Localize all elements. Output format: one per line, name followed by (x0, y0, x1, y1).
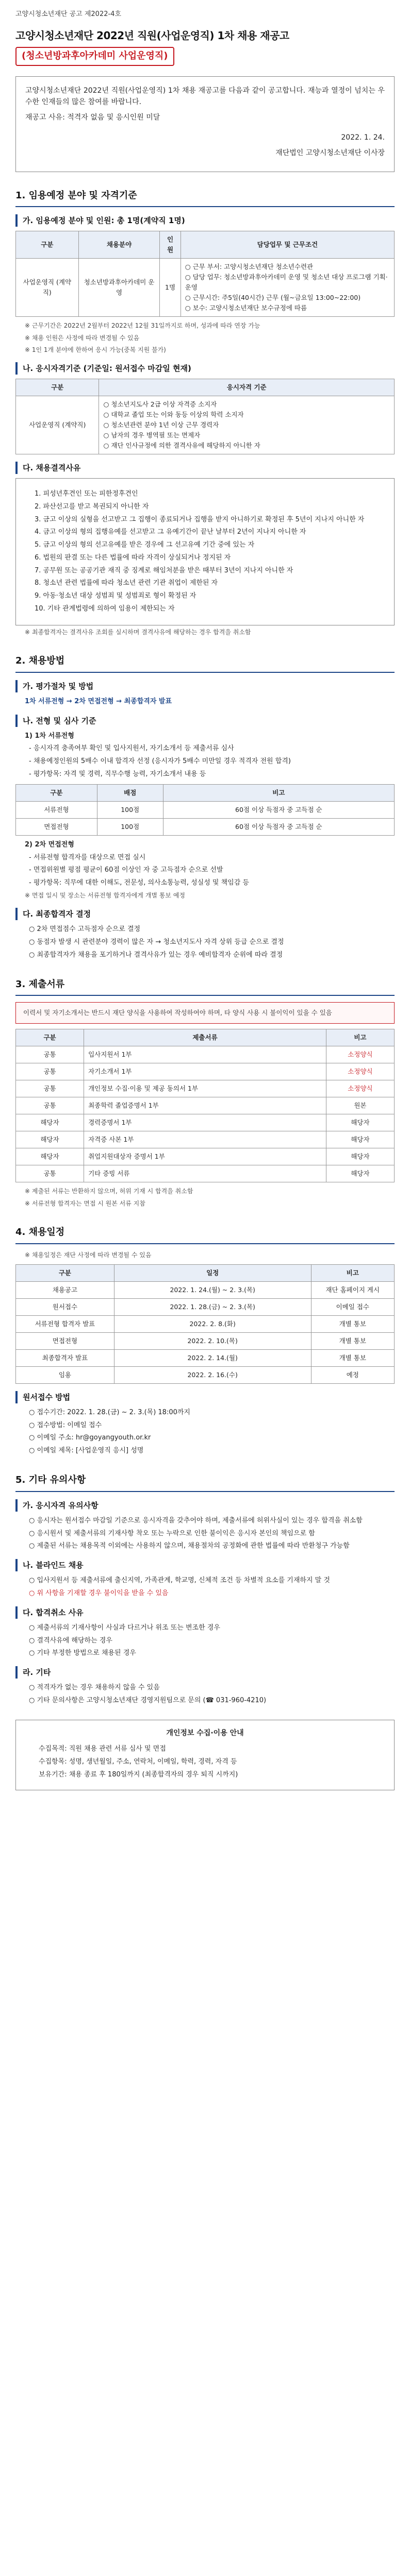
doc-number: 고양시청소년재단 공고 제2022-4호 (15, 10, 122, 18)
section-4 (15, 1222, 395, 1456)
cell: 2022. 2. 14.(월) (114, 1349, 311, 1366)
receipt-item: ○ 접수기간: 2022. 1. 28.(금) ~ 2. 3.(목) 18:00까지 (29, 1408, 190, 1416)
cell: 공통 (16, 1097, 84, 1114)
col-score-type: 구분 (16, 784, 97, 801)
s2-sub1-item: - 응시자격 충족여부 확인 및 입사지원서, 자기소개서 등 제출서류 심사 (29, 744, 234, 753)
s5-c-item: ○ 기타 부정한 방법으로 채용된 경우 (29, 1649, 136, 1657)
col-count: 인원 (160, 231, 181, 259)
col-type: 구분 (16, 231, 79, 259)
s5-subheading-b: 나. 블라인드 채용 (15, 1559, 395, 1571)
section-3 (15, 974, 395, 1209)
intro-box (15, 76, 395, 172)
section-3-title: 3. 제출서류 (15, 974, 395, 996)
table-row (16, 1080, 395, 1097)
table-row (16, 818, 395, 835)
disq-item: 7. 공무원 또는 공공기관 재직 중 징계로 해임처분을 받은 때부터 3년이 지나지 아니한 자 (35, 566, 293, 574)
cell: 자격증 사본 1부 (84, 1131, 326, 1148)
privacy-box (15, 1720, 395, 1790)
score-table (15, 784, 395, 836)
col-sched-date: 일정 (114, 1264, 311, 1281)
cell: 최종학력 졸업증명서 1부 (84, 1097, 326, 1114)
cell: 임용 (16, 1366, 114, 1383)
disq-item: 10. 기타 관계법령에 의하여 임용이 제한되는 자 (35, 605, 175, 613)
cell-duties (181, 259, 394, 317)
s3-note: ※ 제출된 서류는 반환하지 않으며, 허위 기재 시 합격을 취소함 (25, 1188, 193, 1195)
col-doc-note: 비고 (326, 1029, 394, 1046)
section-2 (15, 651, 395, 961)
s2-subheading-a: 가. 평가절차 및 방법 (15, 680, 395, 692)
cell: 재단 홈페이지 게시 (311, 1281, 394, 1298)
cell: 서류전형 합격자 발표 (16, 1315, 114, 1332)
s2-subheading-b: 나. 전형 및 심사 기준 (15, 715, 395, 727)
table-row (16, 259, 395, 317)
cell-qual-items (99, 396, 395, 454)
cell: 개별 통보 (311, 1349, 394, 1366)
s5-subheading-d: 라. 기타 (15, 1666, 395, 1679)
cell-qual-type: 사업운영직 (계약직) (16, 396, 99, 454)
s2-sub2-item: - 면접위원별 평점 평균이 60점 이상인 자 중 고득점자 순으로 선발 (29, 866, 223, 874)
cell: 면접전형 (16, 818, 97, 835)
schedule-intro: ※ 채용일정은 재단 사정에 따라 변경될 수 있음 (25, 1251, 152, 1259)
intro-date: 2022. 1. 24. (341, 133, 385, 142)
disq-note: ※ 최종합격자는 결격사유 조회를 실시하며 결격사유에 해당하는 경우 합격을 취소함 (25, 628, 251, 636)
table-row (16, 1114, 395, 1131)
cell: 공통 (16, 1046, 84, 1063)
s1-subheading-c: 다. 채용결격사유 (15, 462, 395, 474)
table-row (16, 1063, 395, 1080)
final-item: ○ 최종합격자가 채용을 포기하거나 결격사유가 있는 경우 예비합격자 순위에 따라 결정 (29, 951, 283, 959)
cell: 입사지원서 1부 (84, 1046, 326, 1063)
s5-b-item: ○ 입사지원서 등 제출서류에 출신지역, 가족관계, 학교명, 신체적 조건 등 차별적 요소를 기재하지 말 것 (29, 1577, 330, 1585)
s2-sub2-note: ※ 면접 일시 및 장소는 서류전형 합격자에게 개별 통보 예정 (25, 892, 186, 900)
duty-item: ○ 담당 업무: 청소년방과후아카데미 운영 및 청소년 대상 프로그램 기획·운영 (185, 273, 388, 292)
cell: 예정 (311, 1366, 394, 1383)
cell: 60점 이상 득점자 중 고득점 순 (163, 818, 394, 835)
cell: 개별 통보 (311, 1332, 394, 1349)
cell: 면접전형 (16, 1332, 114, 1349)
disq-item: 5. 금고 이상의 형의 선고유예를 받은 경우에 그 선고유예 기간 중에 있는 자 (35, 541, 255, 549)
s5-c-item: ○ 제출서류의 기재사항이 사실과 다르거나 위조 또는 변조한 경우 (29, 1623, 220, 1632)
cell: 2022. 2. 10.(목) (114, 1332, 311, 1349)
section-4-title: 4. 채용일정 (15, 1222, 395, 1244)
table-row (16, 801, 395, 818)
receipt-title: 원서접수 방법 (15, 1391, 395, 1403)
s5-subheading-c: 다. 합격취소 사유 (15, 1606, 395, 1619)
s2-sub1-item: - 평가항목: 자격 및 경력, 직무수행 능력, 자기소개서 내용 등 (29, 770, 206, 778)
schedule-table (15, 1264, 395, 1384)
doc-header (0, 0, 410, 66)
col-sched-type: 구분 (16, 1264, 114, 1281)
cell: 이메일 접수 (311, 1298, 394, 1315)
col-score-points: 배점 (97, 784, 163, 801)
cell: 해당자 (16, 1114, 84, 1131)
cell: 해당자 (326, 1148, 394, 1165)
s2-sub1-item: - 채용예정인원의 5배수 이내 합격자 선정 (응시자가 5배수 미만일 경우 적격자 전원 합격) (29, 757, 291, 766)
cell: 2022. 2. 16.(수) (114, 1366, 311, 1383)
cell: 해당자 (326, 1165, 394, 1182)
cell: 60점 이상 득점자 중 고득점 순 (163, 801, 394, 818)
section-1 (15, 185, 395, 638)
col-doc-type: 구분 (16, 1029, 84, 1046)
cell: 100점 (97, 818, 163, 835)
section-5-title: 5. 기타 유의사항 (15, 1470, 395, 1492)
table-row (16, 1046, 395, 1063)
intro-org: 재단법인 고양시청소년재단 이사장 (275, 149, 385, 158)
cell: 공통 (16, 1080, 84, 1097)
duty-item: ○ 보수: 고양시청소년재단 보수규정에 따름 (185, 304, 307, 312)
disq-item: 9. 아동·청소년 대상 성범죄 및 성범죄로 형이 확정된 자 (35, 592, 196, 600)
s5-a-item: ○ 제출된 서류는 채용목적 이외에는 사용하지 않으며, 채용절차의 공정화에 관한 법률에 따라 반환청구 가능함 (29, 1542, 350, 1550)
s2-sub2-item: - 서류전형 합격자를 대상으로 면접 실시 (29, 853, 146, 861)
table-row (16, 1148, 395, 1165)
cell: 소정양식 (326, 1080, 394, 1097)
cell: 공통 (16, 1063, 84, 1080)
col-score-note: 비고 (163, 784, 394, 801)
col-duties: 담당업무 및 근무조건 (181, 231, 394, 259)
doc-title: 고양시청소년재단 2022년 직원(사업운영직) 1차 채용 재공고 (15, 29, 289, 42)
cell: 기타 증빙 서류 (84, 1165, 326, 1182)
cell: 소정양식 (326, 1063, 394, 1080)
qualification-table (15, 379, 395, 454)
cell: 2022. 1. 24.(월) ~ 2. 3.(목) (114, 1281, 311, 1298)
table-row (16, 1366, 395, 1383)
cell: 취업지원대상자 증명서 1부 (84, 1148, 326, 1165)
table-row (16, 396, 395, 454)
receipt-item: ○ 이메일 주소: hr@goyangyouth.or.kr (29, 1434, 151, 1442)
cell: 최종합격자 발표 (16, 1349, 114, 1366)
cell: 원본 (326, 1097, 394, 1114)
table-row (16, 1298, 395, 1315)
qual-item: ○ 대학교 졸업 또는 이와 동등 이상의 학력 소지자 (103, 410, 244, 418)
cell: 서류전형 (16, 801, 97, 818)
s2-sub2-title: 2) 2차 면접전형 (25, 840, 74, 849)
s5-b-item: ○ 위 사항을 기재할 경우 불이익을 받을 수 있음 (29, 1589, 169, 1597)
col-qual-type: 구분 (16, 379, 99, 396)
cell: 해당자 (16, 1148, 84, 1165)
s1-note: ※ 채용 인원은 사정에 따라 변경될 수 있음 (25, 334, 140, 342)
cell: 개별 통보 (311, 1315, 394, 1332)
disq-item: 8. 청소년 관련 법률에 따라 청소년 관련 기관 취업이 제한된 자 (35, 579, 218, 587)
s1-subheading-b: 나. 응시자격기준 (기준일: 원서접수 마감일 현재) (15, 362, 395, 375)
s1-note: ※ 1인 1개 분야에 한하여 응시 가능(중복 지원 불가) (25, 346, 166, 353)
disqualification-box (15, 478, 395, 625)
s5-a-item: ○ 응시자는 원서접수 마감일 기준으로 응시자격을 갖추어야 하며, 제출서류에 허위사실이 있는 경우 합격을 취소함 (29, 1516, 363, 1524)
doc-subtitle: (청소년방과후아카데미 사업운영직) (15, 47, 174, 66)
cell: 해당자 (326, 1114, 394, 1131)
documents-notice: 이력서 및 자기소개서는 반드시 재단 양식을 사용하여 작성하여야 하며, 타 양식 사용 시 불이익이 있을 수 있음 (15, 1002, 395, 1024)
cell: 채용공고 (16, 1281, 114, 1298)
cell-count: 1명 (160, 259, 181, 317)
privacy-item: 수집목적: 직원 채용 관련 서류 심사 및 면접 (39, 1745, 166, 1753)
s2-sub1-title: 1) 1차 서류전형 (25, 732, 74, 740)
disq-item: 3. 금고 이상의 실형을 선고받고 그 집행이 종료되거나 집행을 받지 아니하기로 확정된 후 5년이 지나지 아니한 자 (35, 515, 365, 523)
cell-type: 사업운영직 (계약직) (16, 259, 79, 317)
cell: 100점 (97, 801, 163, 818)
cell: 공통 (16, 1165, 84, 1182)
intro-p1: 고양시청소년재단 2022년 직원(사업운영직) 1차 채용 재공고를 다음과 같이 공고합니다. 재능과 열정이 넘치는 우수한 인재들의 많은 참여를 바랍니다. (25, 86, 385, 106)
disq-item: 6. 법원의 판결 또는 다른 법률에 따라 자격이 상실되거나 정지된 자 (35, 553, 231, 562)
cell: 해당자 (326, 1131, 394, 1148)
positions-table (15, 231, 395, 317)
cell: 원서접수 (16, 1298, 114, 1315)
table-row (16, 1315, 395, 1332)
intro-p2: 재공고 사유: 적격자 없음 및 응시인원 미달 (25, 113, 160, 122)
section-5 (15, 1470, 395, 1706)
s5-c-item: ○ 결격사유에 해당하는 경우 (29, 1636, 112, 1645)
s5-d-item: ○ 적격자가 없는 경우 채용하지 않을 수 있음 (29, 1684, 160, 1692)
cell: 자기소개서 1부 (84, 1063, 326, 1080)
receipt-item: ○ 이메일 제목: [사업운영직 응시] 성명 (29, 1447, 144, 1455)
table-row (16, 1131, 395, 1148)
s5-d-item: ○ 기타 문의사항은 고양시청소년재단 경영지원팀으로 문의 (☎ 031-960-4210) (29, 1696, 267, 1704)
final-item: ○ 2차 면접점수 고득점자 순으로 결정 (29, 925, 141, 934)
table-row (16, 1332, 395, 1349)
s1-note: ※ 근무기간은 2022년 2월부터 2022년 12월 31일까지로 하며, 성과에 따라 연장 가능 (25, 322, 260, 330)
table-row (16, 1165, 395, 1182)
s5-subheading-a: 가. 응시자격 유의사항 (15, 1499, 395, 1512)
disq-item: 1. 피성년후견인 또는 피한정후견인 (35, 489, 138, 498)
qual-item: ○ 청소년관련 분야 1년 이상 근무 경력자 (103, 420, 219, 429)
col-sched-note: 비고 (311, 1264, 394, 1281)
disq-item: 2. 파산선고를 받고 복권되지 아니한 자 (35, 502, 149, 511)
privacy-item: 수집항목: 성명, 생년월일, 주소, 연락처, 이메일, 학력, 경력, 자격 등 (39, 1757, 237, 1766)
table-row (16, 1281, 395, 1298)
cell: 소정양식 (326, 1046, 394, 1063)
privacy-title: 개인정보 수집·이용 안내 (166, 1728, 244, 1737)
privacy-item: 보유기간: 채용 종료 후 180일까지 (최종합격자의 경우 퇴직 시까지) (39, 1770, 238, 1778)
col-qual-criteria: 응시자격 기준 (99, 379, 395, 396)
table-row (16, 1097, 395, 1114)
process-steps: 1차 서류전형 → 2차 면접전형 → 최종합격자 발표 (25, 697, 172, 705)
disq-item: 4. 금고 이상의 형의 집행유예를 선고받고 그 유예기간이 끝난 날부터 2년이 지나지 아니한 자 (35, 528, 306, 536)
s3-note: ※ 서류전형 합격자는 면접 시 원본 서류 지참 (25, 1199, 145, 1207)
section-1-title: 1. 임용예정 분야 및 자격기준 (15, 185, 395, 208)
cell: 2022. 1. 28.(금) ~ 2. 3.(목) (114, 1298, 311, 1315)
s2-sub2-item: - 평가항목: 직무에 대한 이해도, 전문성, 의사소통능력, 성실성 및 책임감 등 (29, 879, 249, 887)
duty-item: ○ 근무 부서: 고양시청소년재단 청소년수련관 (185, 263, 314, 271)
cell: 2022. 2. 8.(화) (114, 1315, 311, 1332)
cell: 개인정보 수집·이용 및 제공 동의서 1부 (84, 1080, 326, 1097)
cell: 해당자 (16, 1131, 84, 1148)
s2-subheading-c: 다. 최종합격자 결정 (15, 908, 395, 920)
col-field: 채용분야 (78, 231, 160, 259)
s5-a-item: ○ 응시원서 및 제출서류의 기재사항 착오 또는 누락으로 인한 불이익은 응시자 본인의 책임으로 함 (29, 1529, 315, 1537)
section-2-title: 2. 채용방법 (15, 651, 395, 673)
cell-field: 청소년방과후아카데미 운영 (78, 259, 160, 317)
table-row (16, 1349, 395, 1366)
qual-item: ○ 청소년지도사 2급 이상 자격증 소지자 (103, 400, 217, 408)
col-doc-name: 제출서류 (84, 1029, 326, 1046)
documents-table (15, 1029, 395, 1182)
final-item: ○ 동점자 발생 시 관련분야 경력이 많은 자 → 청소년지도사 자격 상위 등급 순으로 결정 (29, 938, 284, 946)
cell: 경력증명서 1부 (84, 1114, 326, 1131)
s1-subheading-a: 가. 임용예정 분야 및 인원: 총 1명(계약직 1명) (15, 214, 395, 227)
duty-item: ○ 근무시간: 주5일(40시간) 근무 (월~금요일 13:00~22:00) (185, 294, 361, 302)
qual-item: ○ 재단 인사규정에 의한 결격사유에 해당하지 아니한 자 (103, 441, 260, 449)
receipt-item: ○ 접수방법: 이메일 접수 (29, 1421, 102, 1429)
qual-item: ○ 남자의 경우 병역필 또는 면제자 (103, 431, 201, 439)
